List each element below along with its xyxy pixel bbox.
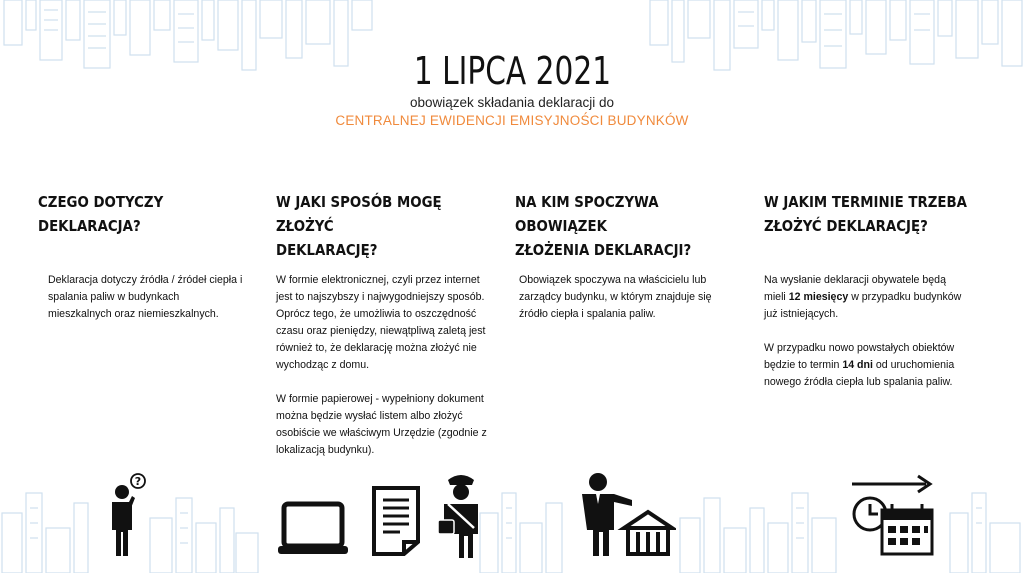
column-heading-line: CZEGO DOTYCZY DEKLARACJA? <box>38 193 164 235</box>
laptop-icon <box>276 500 350 558</box>
column-body <box>519 272 714 340</box>
page-subtitle: obowiązek składania deklaracji do <box>409 95 615 110</box>
page-subtitle-highlight: CENTRALNEJ EWIDENCJI EMISYJNOŚCI BUDYNKÓW <box>335 113 689 128</box>
paragraph-text: Na wysłanie deklaracji obywatele będą mieli <box>764 274 946 303</box>
column-how <box>276 190 501 456</box>
column-heading <box>515 190 739 262</box>
column-body <box>764 272 969 408</box>
column-heading-line: W JAKI SPOSÓB MOGĘ ZŁOŻYĆ <box>276 193 442 235</box>
column-heading <box>764 190 988 238</box>
deadline-existing: 12 miesięcy <box>788 291 849 303</box>
calendar-clock-icon <box>848 472 940 558</box>
header <box>0 48 1024 130</box>
column-heading-line: DEKLARACJĘ? <box>276 241 378 259</box>
document-icon <box>370 484 422 558</box>
postman-icon <box>436 472 486 560</box>
column-what <box>38 190 263 320</box>
question-mark: ? <box>134 475 142 488</box>
column-heading <box>38 190 262 238</box>
column-paragraph: Deklaracja dotyczy źródła / źródeł ciepła i spalania paliw w budynkach mieszkalnych oraz niemieszkalnych. <box>48 274 243 320</box>
column-paragraph: W formie papierowej - wypełniony dokument można będzie wysłać listem albo złożyć osobiście we właściwym Urzędzie (zgodnie z lokalizacją budynku). <box>276 393 487 456</box>
column-heading-line: NA KIM SPOCZYWA OBOWIĄZEK <box>515 193 659 235</box>
column-heading-line: ZŁOŻENIA DEKLARACJI? <box>515 241 692 259</box>
paragraph-text: W przypadku nowo powstałych obiektów będzie to termin <box>764 342 955 371</box>
paragraph-text: od uruchomienia nowego źródła ciepła lub spalania paliw. <box>764 359 955 388</box>
column-heading-line: ZŁOŻYĆ DEKLARACJĘ? <box>764 217 928 235</box>
page-title: 1 LIPCA 2021 <box>413 49 611 93</box>
column-body <box>276 272 488 476</box>
column-paragraph <box>764 272 969 323</box>
paragraph-text: w przypadku budynków już istniejących. <box>764 291 962 320</box>
column-paragraph: W formie elektronicznej, czyli przez internet jest to najszybszy i najwygodniejszy sposób. Oprócz tego, że umożliwia to oszczędność czasu oraz pieniędzy, niewątpliwą zaletą jest również to, że deklarację można złożyć nie wychodząc z domu. <box>276 274 486 371</box>
owner-building-icon <box>576 470 676 558</box>
deadline-new: 14 dni <box>842 359 873 371</box>
person-question-icon <box>102 470 152 558</box>
column-paragraph <box>764 340 969 391</box>
column-heading-line: W JAKIM TERMINIE TRZEBA <box>764 193 967 211</box>
column-when <box>764 190 989 388</box>
column-heading <box>276 190 500 262</box>
column-paragraph: Obowiązek spoczywa na właścicielu lub zarządcy budynku, w którym znajduje się źródło ciepła i spalania paliw. <box>519 274 712 320</box>
column-body <box>48 272 243 340</box>
column-who <box>515 190 740 320</box>
